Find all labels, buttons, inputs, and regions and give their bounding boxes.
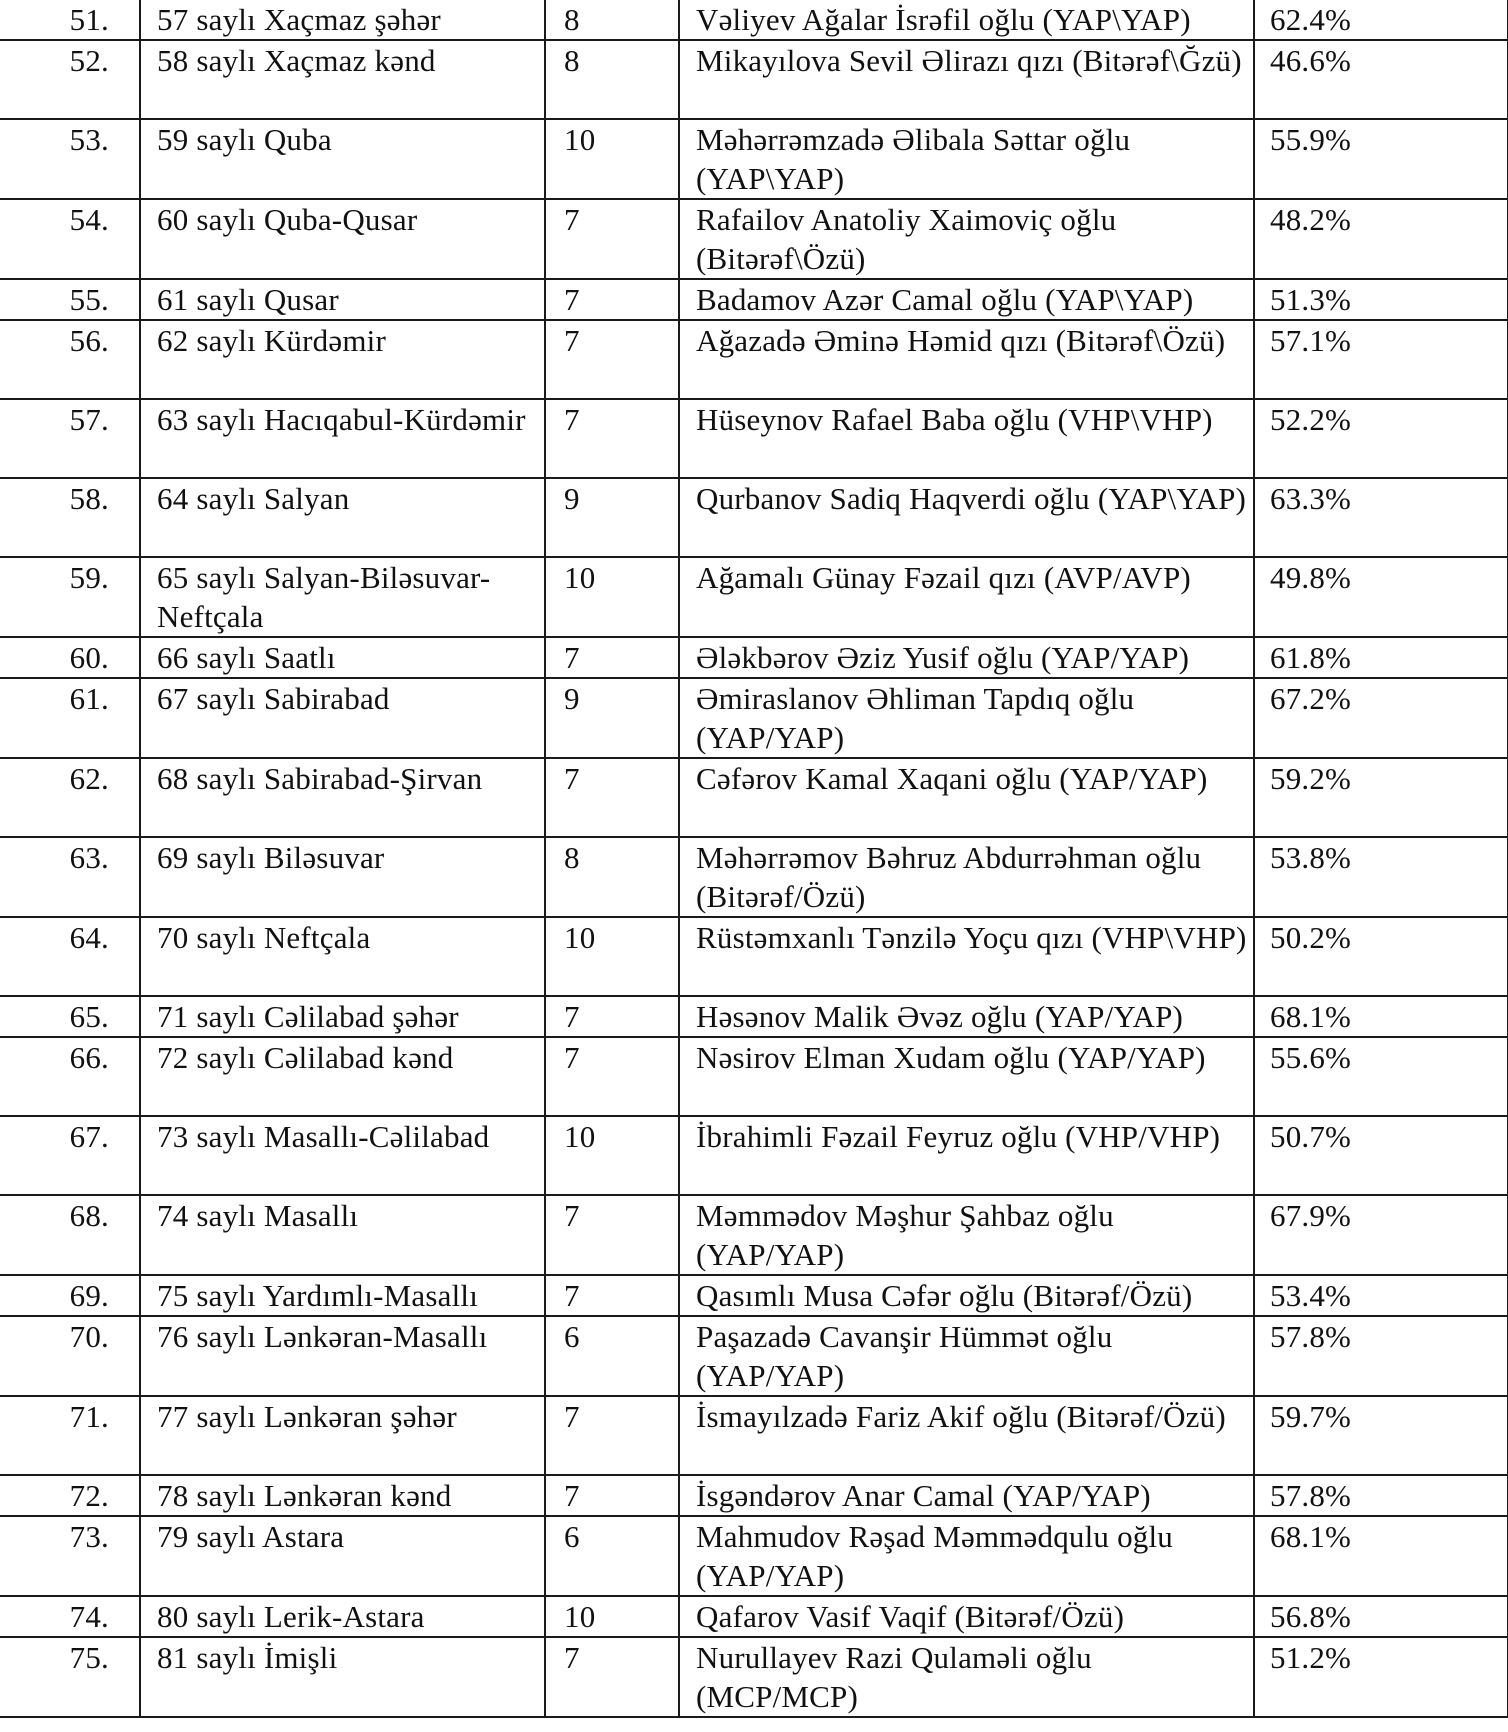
candidate-count: 7 xyxy=(545,1396,679,1475)
row-number: 56. xyxy=(0,320,140,399)
district-name: 60 saylı Quba-Qusar xyxy=(140,199,545,279)
row-number: 63. xyxy=(0,837,140,917)
district-name: 63 saylı Hacıqabul-Kürdəmir xyxy=(140,399,545,478)
vote-percent: 53.8% xyxy=(1254,837,1508,917)
vote-percent: 55.9% xyxy=(1254,119,1508,199)
table-row xyxy=(0,917,1508,996)
district-name: 57 saylı Xaçmaz şəhər xyxy=(140,0,545,40)
candidate-count: 10 xyxy=(545,1596,679,1637)
candidate-count: 8 xyxy=(545,40,679,119)
vote-percent: 51.2% xyxy=(1254,1637,1508,1717)
row-number: 55. xyxy=(0,279,140,320)
winner-name: Paşazadə Cavanşir Hümmət oğlu (YAP/YAP) xyxy=(679,1316,1254,1396)
row-number: 65. xyxy=(0,996,140,1037)
winner-name: Rüstəmxanlı Tənzilə Yoçu qızı (VHP\VHP) xyxy=(679,917,1254,996)
candidate-count: 7 xyxy=(545,1037,679,1116)
candidate-count: 7 xyxy=(545,996,679,1037)
table-row xyxy=(0,119,1508,199)
table-row xyxy=(0,1116,1508,1195)
vote-percent: 53.4% xyxy=(1254,1275,1508,1316)
table-row xyxy=(0,637,1508,678)
row-number: 59. xyxy=(0,557,140,637)
vote-percent: 48.2% xyxy=(1254,199,1508,279)
winner-name: Məhərrəmov Bəhruz Abdurrəhman oğlu (Bitərəf/Özü) xyxy=(679,837,1254,917)
winner-name: Məmmədov Məşhur Şahbaz oğlu (YAP/YAP) xyxy=(679,1195,1254,1275)
row-number: 68. xyxy=(0,1195,140,1275)
winner-name: İsmayılzadə Fariz Akif oğlu (Bitərəf/Özü) xyxy=(679,1396,1254,1475)
row-number: 57. xyxy=(0,399,140,478)
row-number: 62. xyxy=(0,758,140,837)
district-name: 70 saylı Neftçala xyxy=(140,917,545,996)
row-number: 70. xyxy=(0,1316,140,1396)
candidate-count: 7 xyxy=(545,637,679,678)
district-name: 71 saylı Cəlilabad şəhər xyxy=(140,996,545,1037)
winner-name: Ağamalı Günay Fəzail qızı (AVP/AVP) xyxy=(679,557,1254,637)
row-number: 75. xyxy=(0,1637,140,1717)
vote-percent: 59.2% xyxy=(1254,758,1508,837)
table-row xyxy=(0,1275,1508,1316)
candidate-count: 7 xyxy=(545,1275,679,1316)
winner-name: Mahmudov Rəşad Məmmədqulu oğlu (YAP/YAP) xyxy=(679,1516,1254,1596)
table-row xyxy=(0,1396,1508,1475)
winner-name: Məhərrəmzadə Əlibala Səttar oğlu (YAP\YAP) xyxy=(679,119,1254,199)
winner-name: Hüseynov Rafael Baba oğlu (VHP\VHP) xyxy=(679,399,1254,478)
winner-name: Nurullayev Razi Qulaməli oğlu (MCP/MCP) xyxy=(679,1637,1254,1717)
winner-name: Ağazadə Əminə Həmid qızı (Bitərəf\Özü) xyxy=(679,320,1254,399)
vote-percent: 57.8% xyxy=(1254,1316,1508,1396)
table-row xyxy=(0,557,1508,637)
district-name: 76 saylı Lənkəran-Masallı xyxy=(140,1316,545,1396)
table-row xyxy=(0,758,1508,837)
vote-percent: 57.8% xyxy=(1254,1475,1508,1516)
row-number: 73. xyxy=(0,1516,140,1596)
vote-percent: 46.6% xyxy=(1254,40,1508,119)
table-row xyxy=(0,1037,1508,1116)
vote-percent: 55.6% xyxy=(1254,1037,1508,1116)
candidate-count: 10 xyxy=(545,557,679,637)
table-row xyxy=(0,1516,1508,1596)
vote-percent: 51.3% xyxy=(1254,279,1508,320)
winner-name: Vəliyev Ağalar İsrəfil oğlu (YAP\YAP) xyxy=(679,0,1254,40)
candidate-count: 7 xyxy=(545,1637,679,1717)
winner-name: İsgəndərov Anar Camal (YAP/YAP) xyxy=(679,1475,1254,1516)
candidate-count: 7 xyxy=(545,279,679,320)
table-row xyxy=(0,996,1508,1037)
table-row xyxy=(0,1316,1508,1396)
district-name: 65 saylı Salyan-Biləsuvar-Neftçala xyxy=(140,557,545,637)
vote-percent: 67.2% xyxy=(1254,678,1508,758)
table-row xyxy=(0,199,1508,279)
row-number: 60. xyxy=(0,637,140,678)
winner-name: Əmiraslanov Əhliman Tapdıq oğlu (YAP/YAP) xyxy=(679,678,1254,758)
district-name: 74 saylı Masallı xyxy=(140,1195,545,1275)
row-number: 51. xyxy=(0,0,140,40)
candidate-count: 7 xyxy=(545,320,679,399)
district-name: 73 saylı Masallı-Cəlilabad xyxy=(140,1116,545,1195)
candidate-count: 10 xyxy=(545,917,679,996)
district-name: 80 saylı Lerik-Astara xyxy=(140,1596,545,1637)
winner-name: İbrahimli Fəzail Feyruz oğlu (VHP/VHP) xyxy=(679,1116,1254,1195)
table-row xyxy=(0,1195,1508,1275)
table-row xyxy=(0,279,1508,320)
table-row xyxy=(0,1475,1508,1516)
winner-name: Badamov Azər Camal oğlu (YAP\YAP) xyxy=(679,279,1254,320)
row-number: 53. xyxy=(0,119,140,199)
district-name: 78 saylı Lənkəran kənd xyxy=(140,1475,545,1516)
vote-percent: 56.8% xyxy=(1254,1596,1508,1637)
row-number: 52. xyxy=(0,40,140,119)
district-name: 68 saylı Sabirabad-Şirvan xyxy=(140,758,545,837)
row-number: 66. xyxy=(0,1037,140,1116)
table-row xyxy=(0,837,1508,917)
table-row xyxy=(0,678,1508,758)
row-number: 72. xyxy=(0,1475,140,1516)
winner-name: Rafailov Anatoliy Xaimoviç oğlu (Bitərəf\Özü) xyxy=(679,199,1254,279)
table-row xyxy=(0,0,1508,40)
candidate-count: 6 xyxy=(545,1516,679,1596)
winner-name: Həsənov Malik Əvəz oğlu (YAP/YAP) xyxy=(679,996,1254,1037)
candidate-count: 8 xyxy=(545,837,679,917)
vote-percent: 52.2% xyxy=(1254,399,1508,478)
winner-name: Mikayılova Sevil Əlirazı qızı (Bitərəf\Ğzü) xyxy=(679,40,1254,119)
row-number: 71. xyxy=(0,1396,140,1475)
table-row xyxy=(0,1596,1508,1637)
winner-name: Qafarov Vasif Vaqif (Bitərəf/Özü) xyxy=(679,1596,1254,1637)
vote-percent: 68.1% xyxy=(1254,996,1508,1037)
district-name: 79 saylı Astara xyxy=(140,1516,545,1596)
vote-percent: 67.9% xyxy=(1254,1195,1508,1275)
district-name: 58 saylı Xaçmaz kənd xyxy=(140,40,545,119)
table-row xyxy=(0,320,1508,399)
table-row xyxy=(0,1637,1508,1717)
winner-name: Ələkbərov Əziz Yusif oğlu (YAP/YAP) xyxy=(679,637,1254,678)
winner-name: Cəfərov Kamal Xaqani oğlu (YAP/YAP) xyxy=(679,758,1254,837)
vote-percent: 61.8% xyxy=(1254,637,1508,678)
district-name: 67 saylı Sabirabad xyxy=(140,678,545,758)
district-name: 64 saylı Salyan xyxy=(140,478,545,557)
table-row xyxy=(0,40,1508,119)
district-name: 77 saylı Lənkəran şəhər xyxy=(140,1396,545,1475)
candidate-count: 10 xyxy=(545,119,679,199)
candidate-count: 10 xyxy=(545,1116,679,1195)
row-number: 54. xyxy=(0,199,140,279)
district-name: 75 saylı Yardımlı-Masallı xyxy=(140,1275,545,1316)
row-number: 69. xyxy=(0,1275,140,1316)
vote-percent: 62.4% xyxy=(1254,0,1508,40)
district-name: 81 saylı İmişli xyxy=(140,1637,545,1717)
district-name: 72 saylı Cəlilabad kənd xyxy=(140,1037,545,1116)
district-name: 59 saylı Quba xyxy=(140,119,545,199)
vote-percent: 50.2% xyxy=(1254,917,1508,996)
row-number: 58. xyxy=(0,478,140,557)
district-name: 69 saylı Biləsuvar xyxy=(140,837,545,917)
candidate-count: 9 xyxy=(545,678,679,758)
table-row xyxy=(0,399,1508,478)
vote-percent: 63.3% xyxy=(1254,478,1508,557)
district-name: 62 saylı Kürdəmir xyxy=(140,320,545,399)
candidate-count: 7 xyxy=(545,199,679,279)
table-row xyxy=(0,478,1508,557)
row-number: 61. xyxy=(0,678,140,758)
vote-percent: 57.1% xyxy=(1254,320,1508,399)
candidate-count: 6 xyxy=(545,1316,679,1396)
row-number: 64. xyxy=(0,917,140,996)
district-name: 66 saylı Saatlı xyxy=(140,637,545,678)
winner-name: Qurbanov Sadiq Haqverdi oğlu (YAP\YAP) xyxy=(679,478,1254,557)
vote-percent: 49.8% xyxy=(1254,557,1508,637)
candidate-count: 7 xyxy=(545,1475,679,1516)
candidate-count: 7 xyxy=(545,758,679,837)
vote-percent: 68.1% xyxy=(1254,1516,1508,1596)
vote-percent: 50.7% xyxy=(1254,1116,1508,1195)
candidate-count: 9 xyxy=(545,478,679,557)
row-number: 67. xyxy=(0,1116,140,1195)
candidate-count: 7 xyxy=(545,399,679,478)
candidate-count: 7 xyxy=(545,1195,679,1275)
district-name: 61 saylı Qusar xyxy=(140,279,545,320)
candidate-count: 8 xyxy=(545,0,679,40)
winner-name: Nəsirov Elman Xudam oğlu (YAP/YAP) xyxy=(679,1037,1254,1116)
winner-name: Qasımlı Musa Cəfər oğlu (Bitərəf/Özü) xyxy=(679,1275,1254,1316)
row-number: 74. xyxy=(0,1596,140,1637)
vote-percent: 59.7% xyxy=(1254,1396,1508,1475)
